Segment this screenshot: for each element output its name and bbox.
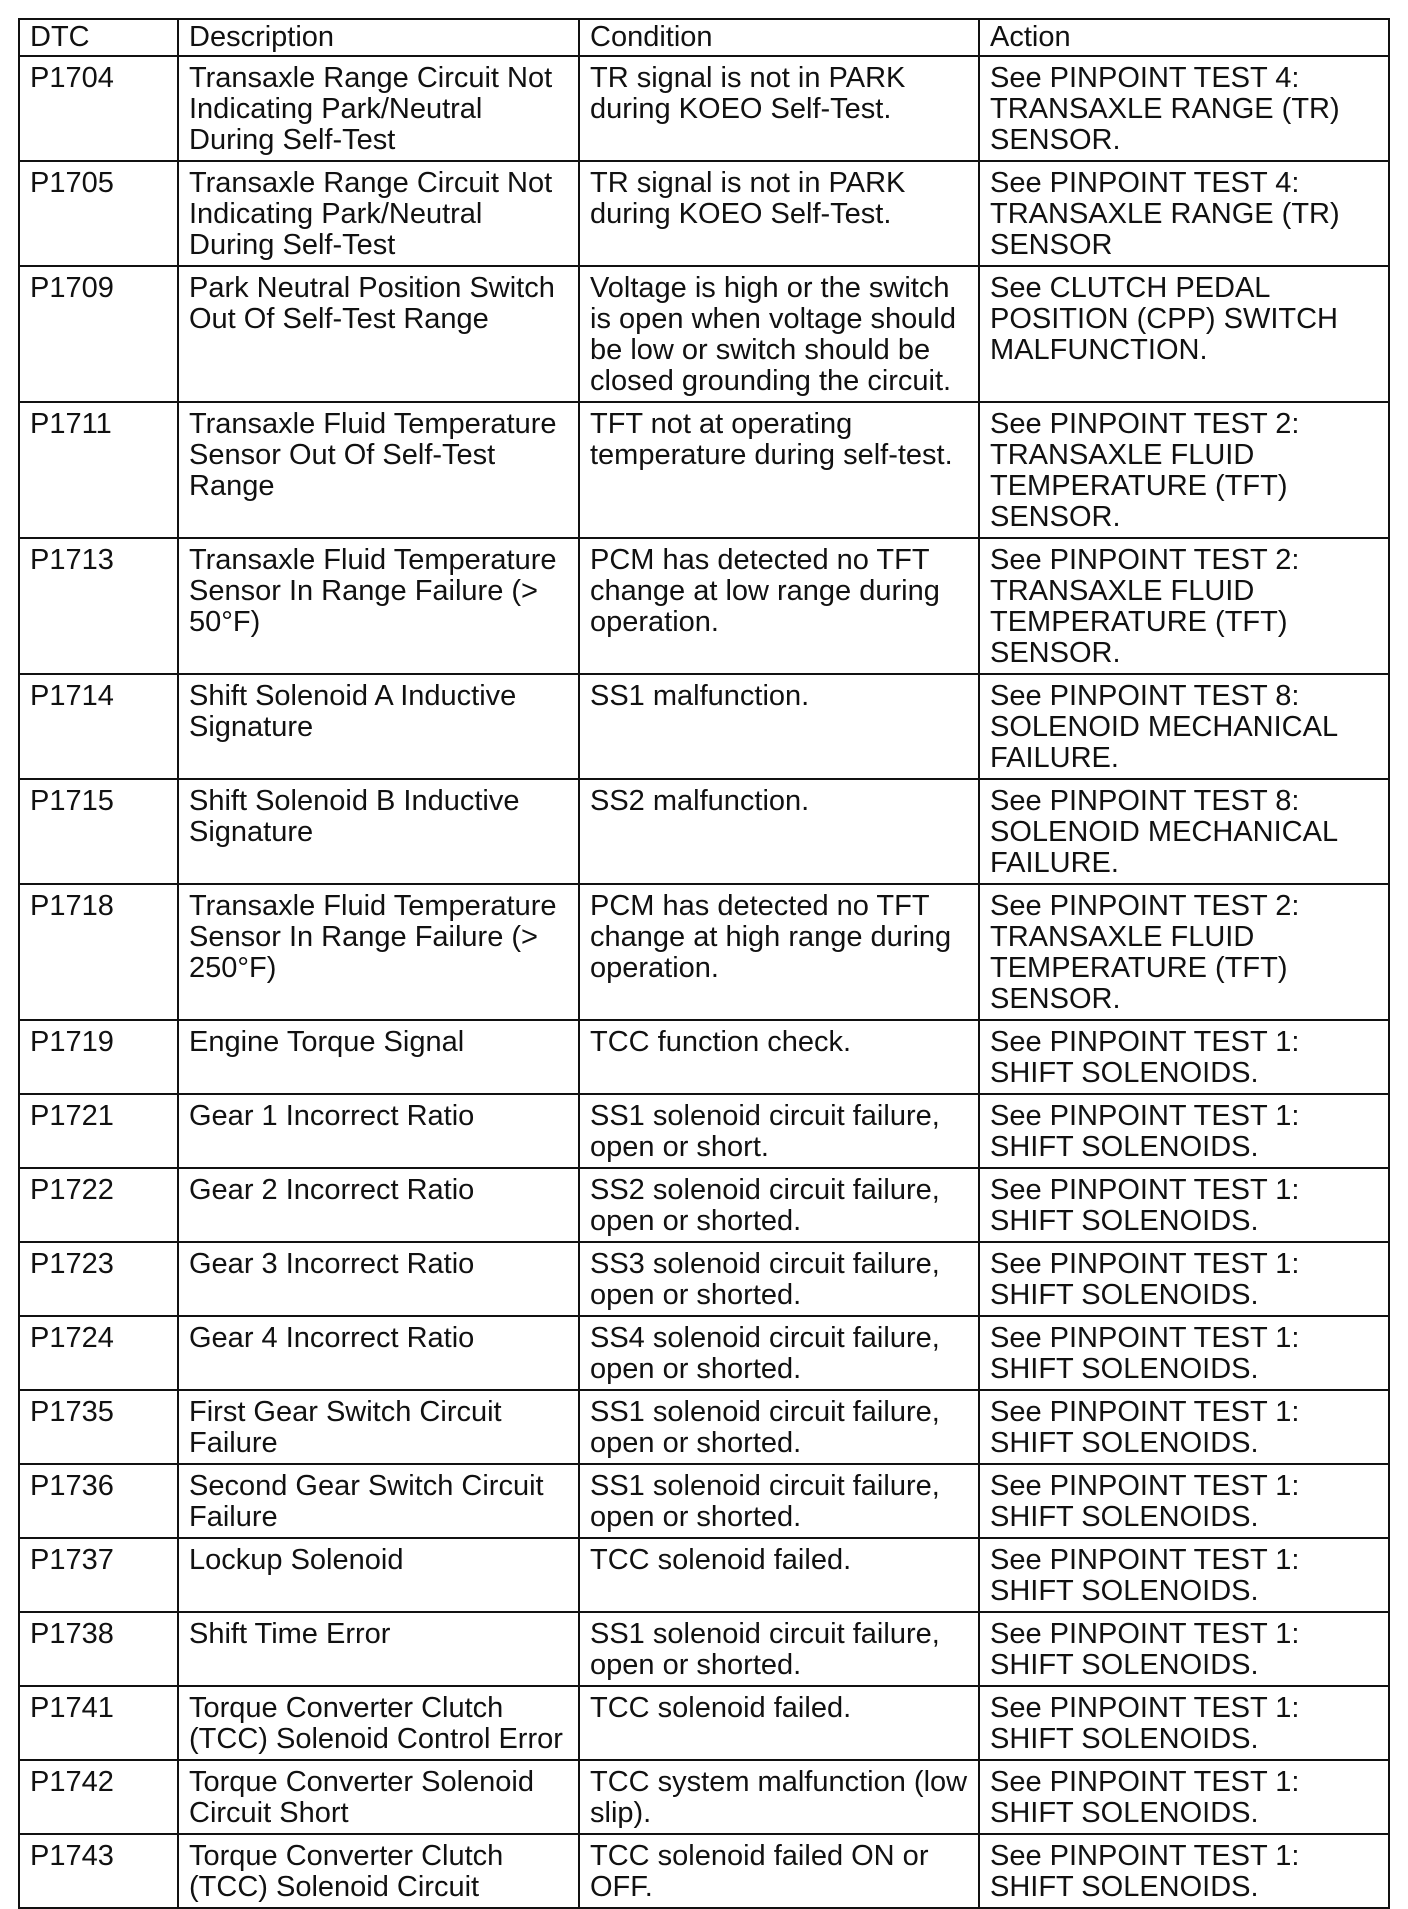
header-action: Action: [979, 19, 1389, 56]
cell-description: Transaxle Fluid Temperature Sensor In Range Failure (> 50°F): [178, 538, 579, 674]
table-row: [19, 1168, 1389, 1242]
table-row: [19, 674, 1389, 779]
cell-action: See PINPOINT TEST 4: TRANSAXLE RANGE (TR) SENSOR: [979, 161, 1389, 266]
cell-action: See PINPOINT TEST 1: SHIFT SOLENOIDS.: [979, 1686, 1389, 1760]
cell-condition: TCC function check.: [579, 1020, 979, 1094]
table-row: [19, 1020, 1389, 1094]
table-row: [19, 1094, 1389, 1168]
cell-condition: PCM has detected no TFT change at low range during operation.: [579, 538, 979, 674]
cell-description: Gear 2 Incorrect Ratio: [178, 1168, 579, 1242]
header-description: Description: [178, 19, 579, 56]
cell-condition: SS1 solenoid circuit failure, open or shorted.: [579, 1612, 979, 1686]
cell-dtc: P1724: [19, 1316, 178, 1390]
cell-dtc: P1721: [19, 1094, 178, 1168]
cell-description: First Gear Switch Circuit Failure: [178, 1390, 579, 1464]
table-row: [19, 779, 1389, 884]
cell-action: See PINPOINT TEST 1: SHIFT SOLENOIDS.: [979, 1834, 1389, 1908]
cell-description: Second Gear Switch Circuit Failure: [178, 1464, 579, 1538]
cell-condition: Voltage is high or the switch is open when voltage should be low or switch should be closed grounding the circuit.: [579, 266, 979, 402]
table-body: [19, 56, 1389, 1908]
cell-description: Torque Converter Clutch (TCC) Solenoid Control Error: [178, 1686, 579, 1760]
cell-action: See PINPOINT TEST 1: SHIFT SOLENOIDS.: [979, 1390, 1389, 1464]
cell-action: See PINPOINT TEST 1: SHIFT SOLENOIDS.: [979, 1538, 1389, 1612]
cell-action: See PINPOINT TEST 1: SHIFT SOLENOIDS.: [979, 1020, 1389, 1094]
cell-description: Lockup Solenoid: [178, 1538, 579, 1612]
cell-action: See PINPOINT TEST 1: SHIFT SOLENOIDS.: [979, 1168, 1389, 1242]
table-row: [19, 402, 1389, 538]
cell-condition: TCC solenoid failed.: [579, 1686, 979, 1760]
cell-condition: PCM has detected no TFT change at high range during operation.: [579, 884, 979, 1020]
table-row: [19, 161, 1389, 266]
cell-dtc: P1735: [19, 1390, 178, 1464]
cell-condition: SS1 solenoid circuit failure, open or shorted.: [579, 1390, 979, 1464]
cell-dtc: P1704: [19, 56, 178, 161]
cell-action: See CLUTCH PEDAL POSITION (CPP) SWITCH MALFUNCTION.: [979, 266, 1389, 402]
cell-action: See PINPOINT TEST 1: SHIFT SOLENOIDS.: [979, 1242, 1389, 1316]
cell-condition: SS3 solenoid circuit failure, open or shorted.: [579, 1242, 979, 1316]
table-row: [19, 1316, 1389, 1390]
header-condition: Condition: [579, 19, 979, 56]
cell-dtc: P1737: [19, 1538, 178, 1612]
cell-description: Transaxle Fluid Temperature Sensor In Range Failure (> 250°F): [178, 884, 579, 1020]
cell-description: Transaxle Range Circuit Not Indicating Park/Neutral During Self-Test: [178, 161, 579, 266]
table-row: [19, 884, 1389, 1020]
table-row: [19, 538, 1389, 674]
table-row: [19, 1834, 1389, 1908]
cell-description: Shift Time Error: [178, 1612, 579, 1686]
table-row: [19, 1464, 1389, 1538]
cell-condition: TR signal is not in PARK during KOEO Self-Test.: [579, 56, 979, 161]
cell-action: See PINPOINT TEST 8: SOLENOID MECHANICAL FAILURE.: [979, 674, 1389, 779]
table-row: [19, 1390, 1389, 1464]
cell-condition: TFT not at operating temperature during self-test.: [579, 402, 979, 538]
header-row: [19, 19, 1389, 56]
cell-condition: SS1 solenoid circuit failure, open or short.: [579, 1094, 979, 1168]
table-row: [19, 56, 1389, 161]
cell-condition: SS4 solenoid circuit failure, open or shorted.: [579, 1316, 979, 1390]
table-row: [19, 266, 1389, 402]
cell-dtc: P1705: [19, 161, 178, 266]
cell-dtc: P1736: [19, 1464, 178, 1538]
cell-condition: SS2 solenoid circuit failure, open or shorted.: [579, 1168, 979, 1242]
cell-description: Torque Converter Clutch (TCC) Solenoid Circuit: [178, 1834, 579, 1908]
header-dtc: DTC: [19, 19, 178, 56]
cell-dtc: P1711: [19, 402, 178, 538]
cell-description: Engine Torque Signal: [178, 1020, 579, 1094]
cell-action: See PINPOINT TEST 1: SHIFT SOLENOIDS.: [979, 1612, 1389, 1686]
cell-condition: SS1 solenoid circuit failure, open or shorted.: [579, 1464, 979, 1538]
cell-dtc: P1741: [19, 1686, 178, 1760]
cell-description: Gear 4 Incorrect Ratio: [178, 1316, 579, 1390]
cell-dtc: P1715: [19, 779, 178, 884]
cell-description: Gear 1 Incorrect Ratio: [178, 1094, 579, 1168]
cell-condition: TCC system malfunction (low slip).: [579, 1760, 979, 1834]
cell-action: See PINPOINT TEST 1: SHIFT SOLENOIDS.: [979, 1316, 1389, 1390]
table-row: [19, 1538, 1389, 1612]
cell-action: See PINPOINT TEST 2: TRANSAXLE FLUID TEMPERATURE (TFT) SENSOR.: [979, 884, 1389, 1020]
cell-description: Transaxle Range Circuit Not Indicating Park/Neutral During Self-Test: [178, 56, 579, 161]
cell-action: See PINPOINT TEST 2: TRANSAXLE FLUID TEMPERATURE (TFT) SENSOR.: [979, 402, 1389, 538]
cell-action: See PINPOINT TEST 4: TRANSAXLE RANGE (TR) SENSOR.: [979, 56, 1389, 161]
table-row: [19, 1760, 1389, 1834]
cell-action: See PINPOINT TEST 1: SHIFT SOLENOIDS.: [979, 1094, 1389, 1168]
cell-dtc: P1742: [19, 1760, 178, 1834]
cell-dtc: P1743: [19, 1834, 178, 1908]
cell-condition: TCC solenoid failed.: [579, 1538, 979, 1612]
cell-dtc: P1713: [19, 538, 178, 674]
cell-dtc: P1718: [19, 884, 178, 1020]
cell-description: Torque Converter Solenoid Circuit Short: [178, 1760, 579, 1834]
cell-description: Shift Solenoid B Inductive Signature: [178, 779, 579, 884]
cell-dtc: P1722: [19, 1168, 178, 1242]
dtc-table: [18, 18, 1390, 1909]
cell-dtc: P1719: [19, 1020, 178, 1094]
cell-action: See PINPOINT TEST 1: SHIFT SOLENOIDS.: [979, 1760, 1389, 1834]
cell-condition: SS2 malfunction.: [579, 779, 979, 884]
cell-action: See PINPOINT TEST 1: SHIFT SOLENOIDS.: [979, 1464, 1389, 1538]
table-row: [19, 1612, 1389, 1686]
table-row: [19, 1686, 1389, 1760]
cell-dtc: P1709: [19, 266, 178, 402]
cell-action: See PINPOINT TEST 2: TRANSAXLE FLUID TEMPERATURE (TFT) SENSOR.: [979, 538, 1389, 674]
cell-condition: TCC solenoid failed ON or OFF.: [579, 1834, 979, 1908]
cell-condition: SS1 malfunction.: [579, 674, 979, 779]
cell-condition: TR signal is not in PARK during KOEO Self-Test.: [579, 161, 979, 266]
cell-description: Park Neutral Position Switch Out Of Self-Test Range: [178, 266, 579, 402]
cell-dtc: P1723: [19, 1242, 178, 1316]
cell-description: Transaxle Fluid Temperature Sensor Out Of Self-Test Range: [178, 402, 579, 538]
cell-description: Shift Solenoid A Inductive Signature: [178, 674, 579, 779]
cell-dtc: P1738: [19, 1612, 178, 1686]
cell-description: Gear 3 Incorrect Ratio: [178, 1242, 579, 1316]
table-row: [19, 1242, 1389, 1316]
cell-dtc: P1714: [19, 674, 178, 779]
cell-action: See PINPOINT TEST 8: SOLENOID MECHANICAL FAILURE.: [979, 779, 1389, 884]
